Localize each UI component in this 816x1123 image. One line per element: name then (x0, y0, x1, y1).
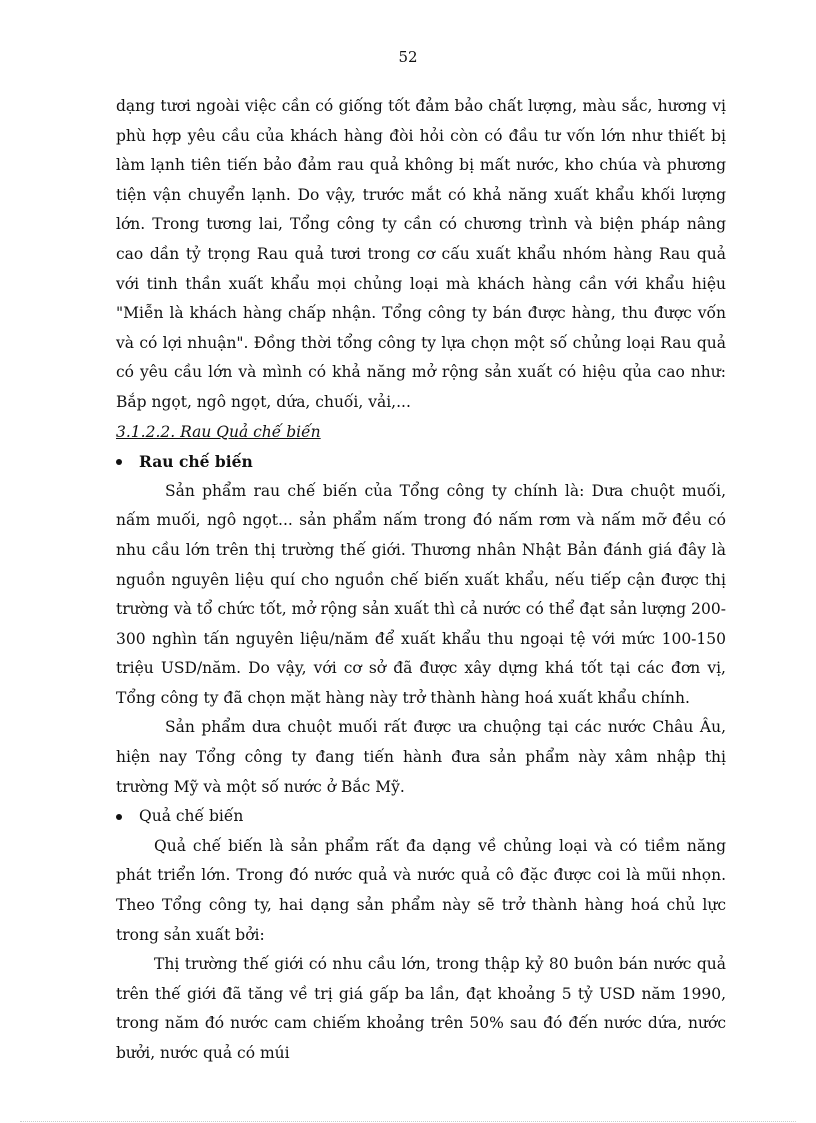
paragraph-world-market: Thị trường thế giới có nhu cầu lớn, trong thập kỷ 80 buôn bán nước quả trên thế giới đã tăng về trị giá gấp ba lần, đạt khoảng 5 tỷ USD năm 1990, trong năm đó nước cam chiếm khoảng trên 50% sau đó đến nước dứa, nước bưởi, nước quả có múi (116, 955, 726, 1062)
body-text (116, 92, 726, 1069)
page-divider (20, 1121, 796, 1122)
paragraph-processed-fruit: Quả chế biến là sản phẩm rất đa dạng về chủng loại và có tiềm năng phát triển lớn. Trong đó nước quả và nước quả cô đặc được coi là mũi nhọn. Theo Tổng công ty, hai dạng sản phẩm này sẽ trở thành hàng hoá chủ lực trong sản xuất bởi: (116, 836, 726, 944)
paragraph-fresh-produce: dạng tươi ngoài việc cần có giống tốt đảm bảo chất lượng, màu sắc, hương vị phù hợp yêu cầu của khách hàng đòi hỏi còn có đầu tư vốn lớn như thiết bị làm lạnh tiên tiến bảo đảm rau quả không bị mất nước, kho chúa và phương tiện vận chuyển lạnh. Do vậy, trước mắt có khả năng xuất khẩu khối lượng lớn. Trong tương lai, Tổng công ty cần có chương trình và biện pháp nâng cao dần tỷ trọng Rau quả tươi trong cơ cấu xuất khẩu nhóm hàng Rau quả với tinh thần xuất khẩu mọi chủng loại mà khách hàng cần với khẩu hiệu "Miễn là khách hàng chấp nhận. Tổng công ty bán được hàng, thu được vốn và có lợi nhuận". Đồng thời tổng công ty lựa chọn một số chủng loại Rau quả có yêu cầu lớn và mình có khả năng mở rộng sản xuất có hiệu qủa cao như: Bắp ngọt, ngô ngọt, dứa, chuối, vải,... (116, 97, 726, 411)
bullet-icon (116, 459, 122, 465)
page-number: 52 (398, 48, 418, 66)
bullet-item-processed-vegetables (116, 447, 726, 477)
bullet-icon (116, 814, 122, 820)
section-heading: 3.1.2.2. Rau Quả chế biến (116, 422, 321, 441)
bullet-item-processed-fruit (116, 802, 726, 832)
paragraph-processed-vegetables: Sản phẩm rau chế biến của Tổng công ty chính là: Dưa chuột muối, nấm muối, ngô ngọt... sản phẩm nấm trong đó nấm rơm và nấm mỡ đều có nhu cầu lớn trên thị trường thế giới. Thương nhân Nhật Bản đánh giá đây là nguồn nguyên liệu quí cho nguồn chế biến xuất khẩu, nếu tiếp cận được thị trường và tổ chức tốt, mở rộng sản xuất thì cả nước có thể đạt sản lượng 200-300 nghìn tấn nguyên liệu/năm để xuất khẩu thu ngoại tệ với mức 100-150 triệu USD/năm. Do vậy, với cơ sở đã được xây dựng khá tốt tại các đơn vị, Tổng công ty đã chọn mặt hàng này trở thành hàng hoá xuất khẩu chính. (116, 481, 726, 707)
bullet-label: Rau chế biến (139, 452, 253, 472)
paragraph-pickled-cucumber: Sản phẩm dưa chuột muối rất được ưa chuộng tại các nước Châu Âu, hiện nay Tổng công ty đang tiến hành đưa sản phẩm này xâm nhập thị trường Mỹ và một số nước ở Bắc Mỹ. (116, 718, 726, 796)
bullet-label: Quả chế biến (139, 807, 244, 826)
